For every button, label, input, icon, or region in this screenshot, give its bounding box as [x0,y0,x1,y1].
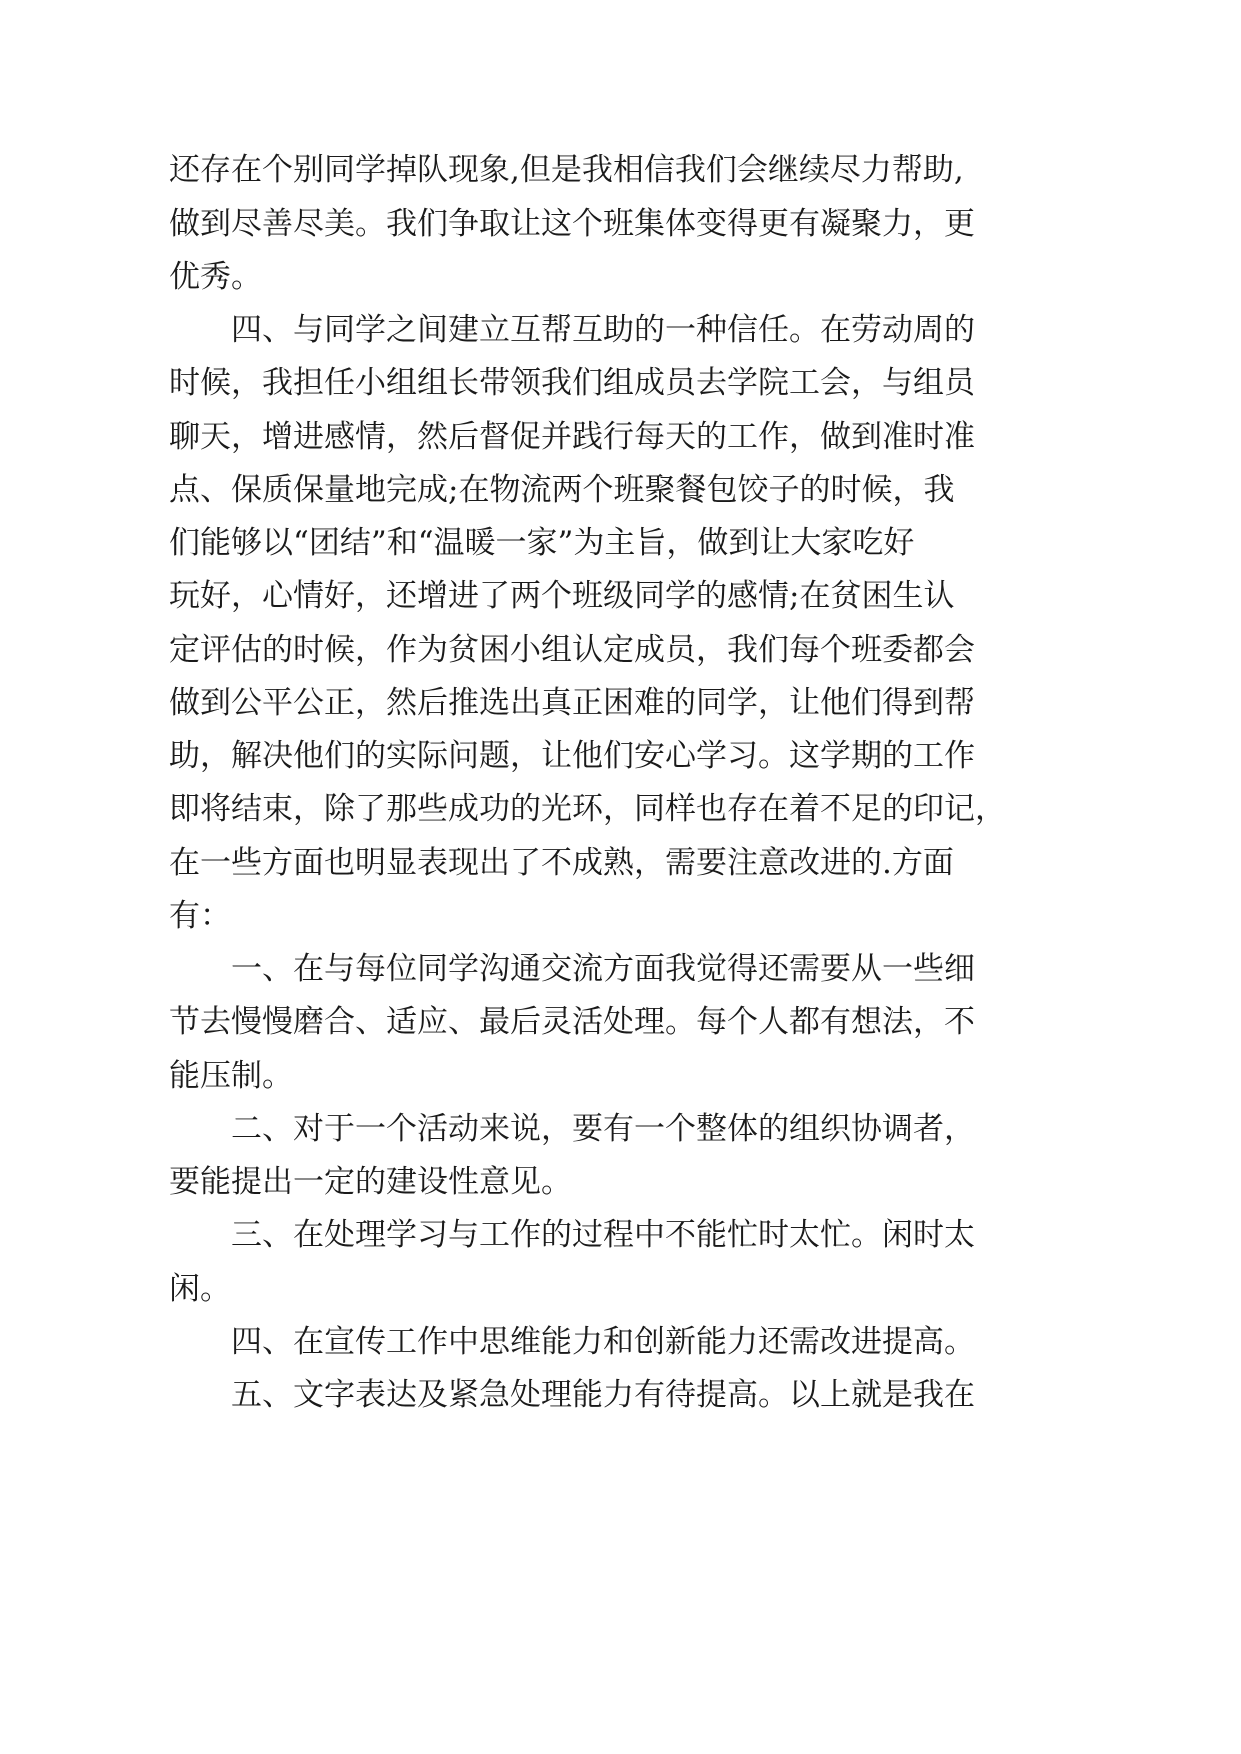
text-line: 点、保质保量地完成;在物流两个班聚餐包饺子的时候，我 [169,472,955,508]
text-line: 优秀。 [169,259,262,295]
paragraph-start-line: 四、在宣传工作中思维能力和创新能力还需改进提高。 [231,1324,975,1360]
text-line: 做到公平公正，然后推选出真正困难的同学，让他们得到帮 [169,685,975,721]
text-line: 做到尽善尽美。我们争取让这个班集体变得更有凝聚力，更 [169,206,975,242]
text-line: 定评估的时候，作为贫困小组认定成员，我们每个班委都会 [169,632,975,668]
paragraph-start-line: 五、文字表达及紧急处理能力有待提高。以上就是我在 [231,1377,975,1413]
text-line: 有： [169,898,231,934]
text-line: 能压制。 [169,1058,293,1094]
text-line: 聊天，增进感情，然后督促并践行每天的工作，做到准时准 [169,419,975,455]
text-line: 闲。 [169,1271,231,1307]
paragraph-start-line: 二、对于一个活动来说，要有一个整体的组织协调者， [231,1111,975,1147]
text-line: 们能够以“团结”和“温暖一家”为主旨，做到让大家吃好 [169,525,915,561]
paragraph-start-line: 一、在与每位同学沟通交流方面我觉得还需要从一些细 [231,951,975,987]
text-line: 即将结束，除了那些成功的光环，同样也存在着不足的印记， [169,791,1006,827]
text-line: 还存在个别同学掉队现象,但是我相信我们会继续尽力帮助, [169,152,964,188]
text-line: 节去慢慢磨合、适应、最后灵活处理。每个人都有想法，不 [169,1004,975,1040]
text-line: 玩好，心情好，还增进了两个班级同学的感情;在贫困生认 [169,578,955,614]
text-line: 助，解决他们的实际问题，让他们安心学习。这学期的工作 [169,738,975,774]
paragraph-start-line: 四、与同学之间建立互帮互助的一种信任。在劳动周的 [231,312,975,348]
paragraph-start-line: 三、在处理学习与工作的过程中不能忙时太忙。闲时太 [231,1217,975,1253]
text-line: 在一些方面也明显表现出了不成熟，需要注意改进的.方面 [169,845,954,881]
text-line: 时候，我担任小组组长带领我们组成员去学院工会，与组员 [169,365,975,401]
text-line: 要能提出一定的建设性意见。 [169,1164,572,1200]
